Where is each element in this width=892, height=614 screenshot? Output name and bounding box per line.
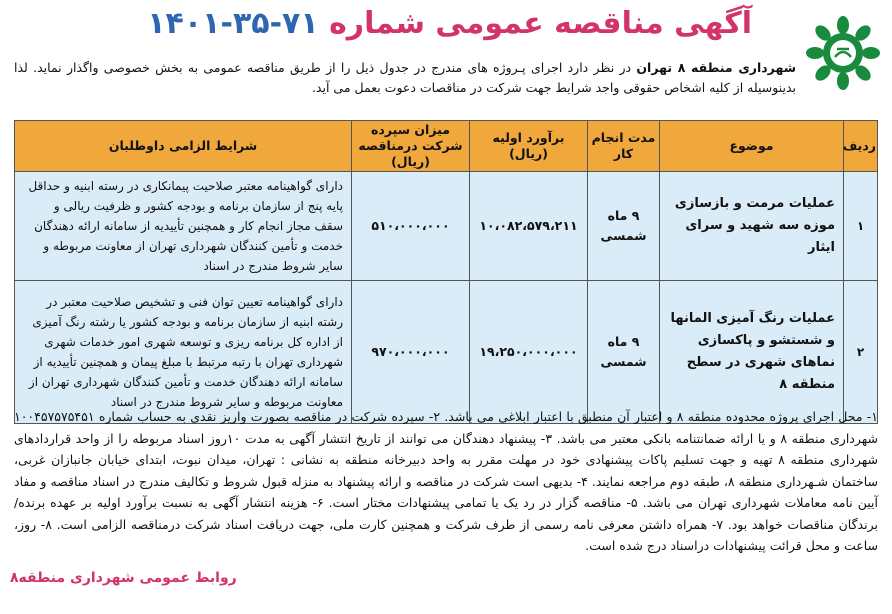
row-duration: ۹ ماه شمسی	[588, 172, 660, 281]
intro-text: در نظر دارد اجرای پـروژه های مندرج در جدول ذیل را از طریق مناقصه عمومی به بخش خصوصی واگذار نماید. لذا بدینوسیله از کلیه اشخاص حقوقی واجد شرایط جهت شرکت در مناقصات دعوت بعمل می آید.	[14, 60, 796, 95]
row-idx: ۱	[844, 172, 878, 281]
row-estimate: ۱۹،۲۵۰،۰۰۰،۰۰۰	[470, 281, 588, 424]
row-conditions: دارای گواهینامه معتبر صلاحیت پیمانکاری در رسته ابنیه و حداقل پایه پنج از سازمان برنامه و بودجه کشور و ظرفیت ریالی و سقف مجاز انجام کار و همچنین تأییدیه از سامانه ارائه دهندگان خدمت و تأمین کنندگان شهرداری تهران از معاونت مربوطه و سایر شروط مندرج در اسناد	[15, 172, 352, 281]
note-item: ۴- بدیهی است شرکت در مناقصه و ارائه پیشنهاد به منزله قبول شروط و تکالیف مندرج در اسناد مناقصه و مفاد آیین نامه معاملات شهرداری تهران می باشد.	[14, 473, 878, 510]
note-item: ۵- مناقصه گزار در رد یک یا تمامی پیشنهادات مختار است.	[328, 495, 638, 510]
header-deposit: میزان سپرده شرکت درمناقصه (ریال)	[352, 121, 470, 172]
row-deposit: ۵۱۰،۰۰۰،۰۰۰	[352, 172, 470, 281]
row-duration: ۹ ماه شمسی	[588, 281, 660, 424]
page-title	[147, 4, 752, 44]
note-item: ۶- هزینه انتشار آگهی به نسبت برآورد اولیه بر عهده برنده/ برندگان مناقصات خواهد بود.	[14, 495, 878, 532]
table-row	[15, 281, 878, 424]
note-item: ۱- محل اجرای پروژه محدوده منطقه ۸ و اعتبار آن منطبق با اعتبار ابلاغی می باشد.	[444, 409, 878, 424]
organization-name: شهرداری منطقه ۸ تهران	[636, 60, 796, 75]
row-conditions: دارای گواهینامه تعیین توان فنی و تشخیص صلاحیت معتبر در رشته ابنیه از سازمان برنامه و بودجه کشور یا رشته رنگ آمیزی از اداره کل برنامه ریزی و توسعه شهری امور خدمات شهری شهرداری تهران با رتبه مرتبط با مبلغ پیمان و همچنین تأییدیه از سامانه ارائه دهندگان خدمت و تأمین کنندگان شهرداری تهران از معاونت مربوطه و سایر شروط مندرج در اسناد	[15, 281, 352, 424]
table-header-row	[15, 121, 878, 172]
notes-paragraph	[14, 406, 878, 557]
note-item: ۷- همراه داشتن معرفی نامه رسمی از طرف شرکت و همچنین کارت ملی، جهت دریافت اسناد شرکت درمناقصه الزامی است.	[56, 516, 724, 532]
note-item: ۲- سپرده شرکت در مناقصه بصورت واریز نقدی به حساب شماره ۱۰۰۴۵۷۵۷۵۴۵۱ شهرداری منطقه ۸ و یا ارائه ضمانتنامه بانکی معتبر می باشد.	[14, 409, 878, 446]
note-item: ۳- پیشنهاد دهندگان می توانند از تاریخ انتشار آگهی به مدت ۱۰روز اسناد مربوطه را از واحد قراردادهای شهرداری منطقه ۸ تهیه و جهت تسلیم پاکات پیشنهادی خود در مهلت مقرر به واحد دبیرخانه منطقه به نشانی : تهران، میدان نبوت، ابتدای خیابان جانبازان غربی، ساختمان شـهرداری منطقه ۸، طبقه دوم مراجعه نمایند.	[14, 430, 878, 489]
header-duration: مدت انجام کار	[588, 121, 660, 172]
intro-paragraph	[14, 58, 796, 98]
row-subject: عملیات مرمت و بازسازی موزه سه شهید و سرای ایثار	[660, 172, 844, 281]
header-subject: موضوع	[660, 121, 844, 172]
header-estimate: برآورد اولیه (ریال)	[470, 121, 588, 172]
tender-table	[14, 120, 878, 424]
note-item: ۸- روز، ساعت و محل قرائت پیشنهادات دراسناد درج شده است.	[14, 516, 878, 553]
row-deposit: ۹۷۰،۰۰۰،۰۰۰	[352, 281, 470, 424]
header-idx: ردیف	[844, 121, 878, 172]
header-conditions: شرایط الزامی داوطلبان	[15, 121, 352, 172]
row-idx: ۲	[844, 281, 878, 424]
title-prefix: آگهی مناقصه عمومی شماره	[329, 6, 752, 41]
row-subject: عملیات رنگ آمیزی المانها و شستشو و پاکسازی نماهای شهری در سطح منطقه ۸	[660, 281, 844, 424]
tender-number: ۷۱-۳۵-۱۴۰۱	[147, 6, 319, 41]
table-row	[15, 172, 878, 281]
footer-signature: روابط عمومی شهرداری منطقه۸	[10, 570, 237, 586]
municipality-logo-icon	[806, 16, 880, 90]
row-estimate: ۱۰،۰۸۲،۵۷۹،۲۱۱	[470, 172, 588, 281]
